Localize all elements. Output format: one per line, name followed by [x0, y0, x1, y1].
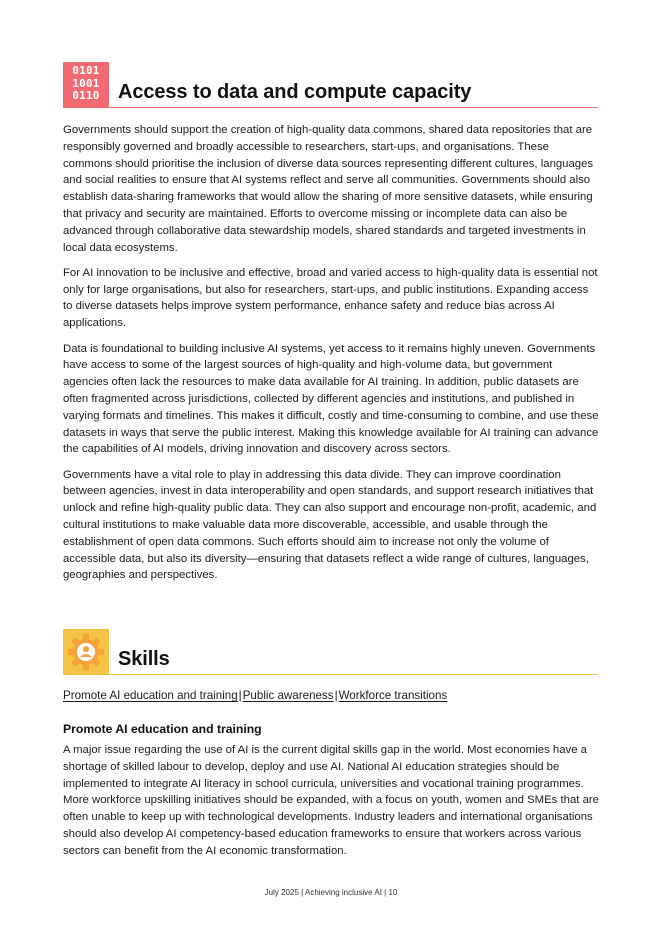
gear-person-glyph [63, 629, 109, 675]
skills-subsection-links [63, 688, 447, 704]
link-public-awareness[interactable]: Public awareness [242, 689, 334, 702]
link-separator: | [238, 689, 242, 702]
page-footer: July 2025 | Achieving inclusive AI | 10 [264, 888, 398, 897]
paragraph: Governments should support the creation of high-quality data commons, shared data repositories that are responsibly governed and broadly accessible to researchers, start-ups, and organisations. These commons should prioritise the inclusion of diverse data sources representing different cultures, languages and social realities to ensure that AI systems reflect and serve all communities. Governments should also establish data-sharing frameworks that would allow the sharing of more sensitive datasets, while ensuring that privacy and security are maintained. Efforts to overcome missing or incomplete data can also be advanced through collaborative data stewardship models, shared standards and targeted investments in local data ecosystems. [63, 124, 594, 254]
binary-line: 0101 [72, 64, 100, 77]
section-body-data [63, 122, 600, 593]
paragraph: Data is foundational to building inclusive AI systems, yet access to it remains highly uneven. Governments have access to some of the largest sources of high-quality and high-volume data, but government agencies often lack the resources to make data available for AI training. In addition, public datasets are often fragmented across jurisdictions, collected by different agencies and institutions, and published in varying formats and timelines. This makes it difficult, costly and time-consuming to combine, and use these datasets in ways that serve the public interest. Making this knowledge available for AI training can advance the capabilities of AI models, driving innovation and discovery across sectors. [63, 342, 599, 456]
link-promote-ai-education[interactable]: Promote AI education and training [63, 689, 238, 702]
section-title-data: Access to data and compute capacity [118, 81, 472, 103]
section-divider [109, 674, 598, 675]
binary-digits [63, 65, 109, 103]
section-header-skills [63, 629, 598, 675]
section-body-skills [63, 742, 600, 868]
gear-person-icon [63, 629, 109, 675]
binary-line: 0110 [72, 89, 100, 102]
section-divider [109, 107, 598, 108]
link-separator: | [334, 689, 338, 702]
subheading-promote-ai-education: Promote AI education and training [63, 722, 262, 736]
binary-data-icon [63, 62, 109, 108]
paragraph: For AI innovation to be inclusive and effective, broad and varied access to high-quality data is essential not only for large organisations, but also for researchers, start-ups, and public institutions. Expanding access to diverse datasets helps improve system performance, enhance safety and reduce bias across AI applications. [63, 266, 598, 330]
paragraph: A major issue regarding the use of AI is the current digital skills gap in the world. Most economies have a shortage of skilled labour to develop, deploy and use AI. National AI education strategies should be implemented to integrate AI literacy in school curricula, universities and vocational training programmes. More workforce upskilling initiatives should be expanded, with a focus on youth, women and SMEs that are often unable to keep up with technological developments. Industry leaders and international organisations should also develop AI competency-based education frameworks to ensure that workers across various sectors can benefit from the AI economic transformation. [63, 744, 599, 857]
section-header-data [63, 62, 598, 108]
link-workforce-transitions[interactable]: Workforce transitions [338, 689, 448, 702]
section-title-skills: Skills [118, 648, 170, 670]
binary-line: 1001 [72, 76, 100, 90]
paragraph: Governments have a vital role to play in addressing this data divide. They can improve coordination between agencies, invest in data interoperability and open standards, and support research initiatives that unlock and refine high-quality public data. They can also support and encourage non-profit, academic, and cultural institutions to make valuable data more discoverable, accessible, and usable through the establishment of open data commons. Such efforts should aim to increase not only the volume of accessible data, but also its diversity—ensuring that datasets reflect a wide range of cultures, languages, geographies and perspectives. [63, 468, 597, 582]
